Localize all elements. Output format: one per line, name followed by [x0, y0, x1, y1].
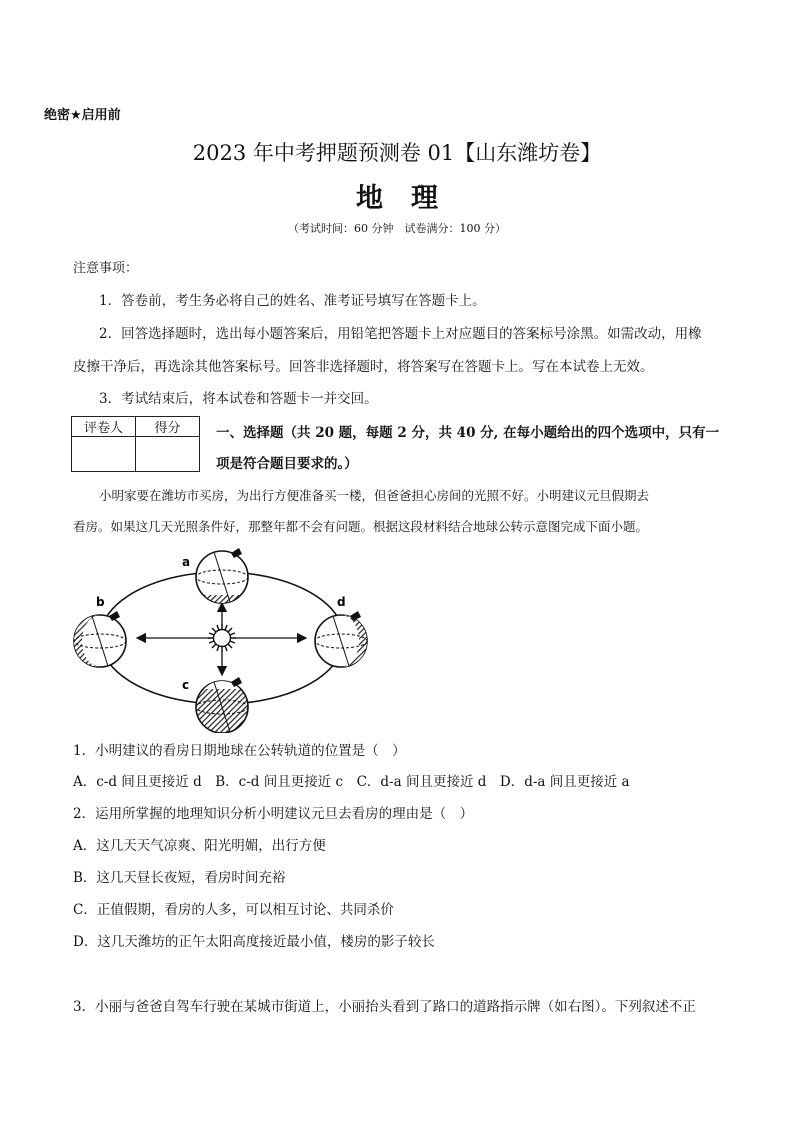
- earth-a: [196, 548, 248, 603]
- exam-info: （考试时间：60 分钟 试卷满分：100 分）: [288, 222, 506, 235]
- q3-stem: 3．小丽与爸爸自驾车行驶在某城市街道上，小丽抬头看到了路口的道路指示牌（如右图）。下列叙述不正: [73, 999, 696, 1015]
- label-b: b: [96, 595, 105, 609]
- section-heading-line2: 项是符合题目要求的。）: [216, 456, 358, 472]
- earth-orbit-diagram: [64, 543, 384, 733]
- q1-stem: 1．小明建议的看房日期地球在公转轨道的位置是（ ）: [73, 743, 406, 759]
- score-header: 得分: [136, 417, 200, 437]
- reviewer-header: 评卷人: [72, 417, 136, 437]
- note-item-2: 2．回答选择题时，选出每小题答案后，用铅笔把答题卡上对应题目的答案标号涂黑。如需改动，用橡: [99, 326, 702, 342]
- exam-title: 2023 年中考押题预测卷 01【山东潍坊卷】: [192, 141, 602, 165]
- label-c: c: [182, 678, 190, 692]
- note-item-3: 3．考试结束后，将本试卷和答题卡一并交回。: [99, 391, 378, 407]
- q2-option-b: B．这几天昼长夜短，看房时间充裕: [73, 870, 286, 886]
- earth-d: [315, 611, 367, 667]
- section-heading-line1: 一、选择题（共 20 题，每题 2 分，共 40 分, 在每小题给出的四个选项中，只有一: [216, 425, 720, 441]
- reviewer-cell: [72, 437, 136, 472]
- earth-b: [74, 611, 126, 667]
- q2-option-c: C．正值假期，看房的人多，可以相互讨论、共同杀价: [73, 902, 394, 918]
- label-d: d: [337, 595, 346, 609]
- notes-heading: 注意事项：: [73, 261, 139, 276]
- note-item-1: 1．答卷前，考生务必将自己的姓名、准考证号填写在答题卡上。: [99, 293, 486, 309]
- sun-icon: [208, 624, 236, 652]
- q2-stem: 2．运用所掌握的地理知识分析小明建议元旦去看房的理由是（ ）: [73, 806, 474, 822]
- q1-options: A．c-d 间且更接近 d B．c-d 间且更接近 c C．d-a 间且更接近 d D．d-a 间且更接近 a: [73, 774, 630, 790]
- label-a: a: [182, 555, 191, 569]
- q2-option-a: A．这几天天气凉爽、阳光明媚，出行方便: [73, 838, 326, 854]
- secret-label: 绝密★启用前: [44, 108, 121, 123]
- material-line-1: 小明家要在潍坊市买房，为出行方便准备买一楼，但爸爸担心房间的光照不好。小明建议元旦假期去: [99, 488, 650, 503]
- score-cell: [136, 437, 200, 472]
- earth-c: [196, 677, 248, 733]
- score-table: [71, 416, 200, 472]
- subject-title: 地理: [356, 183, 466, 214]
- material-line-2: 看房。如果这几天光照条件好，那整年都不会有问题。根据这段材料结合地球公转示意图完成下面小题。: [73, 519, 649, 534]
- note-item-2-cont: 皮擦干净后，再选涂其他答案标号。回答非选择题时，将答案写在答题卡上。写在本试卷上无效。: [73, 359, 654, 375]
- q2-option-d: D．这几天潍坊的正午太阳高度接近最小值，楼房的影子较长: [73, 934, 435, 950]
